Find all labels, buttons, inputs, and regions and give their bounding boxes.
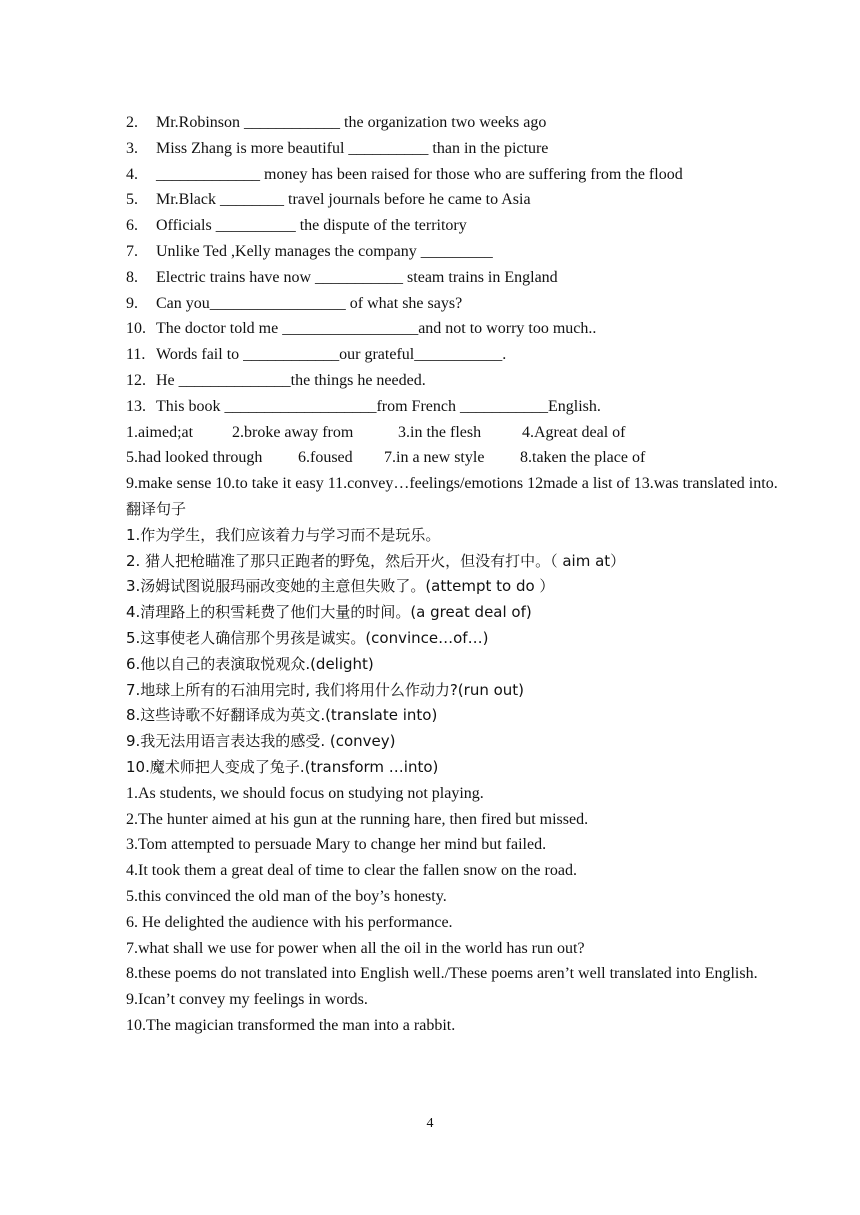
exercise-number: 12. (126, 371, 146, 389)
exercise-number: 5. (126, 191, 138, 209)
exercise-item (126, 162, 778, 188)
answer-row: 9.make sense 10.to take it easy 11.convey…feelings/emotions 12made a list of 13.was translated into. (126, 475, 778, 493)
exercise-text: Can you_________________ of what she says? (156, 294, 463, 312)
exercise-text: _____________ money has been raised for those who are suffering from the flood (156, 165, 683, 183)
chinese-sentence: 9.我无法用语言表达我的感受. (convey) (126, 732, 396, 751)
chinese-sentence: 2. 猎人把枪瞄准了那只正跑者的野兔，然后开火，但没有打中。（ aim at） (126, 551, 626, 570)
exercise-text: Mr.Black ________ travel journals before he came to Asia (156, 191, 531, 209)
page-content (126, 110, 778, 1039)
exercise-number: 7. (126, 242, 138, 260)
exercise-item (126, 239, 778, 265)
answer-item: 7.in a new style (384, 449, 485, 467)
exercise-number: 2. (126, 114, 138, 131)
exercise-number: 9. (126, 294, 138, 312)
exercise-number: 4. (126, 165, 138, 183)
english-sentence: 2.The hunter aimed at his gun at the running hare, then fired but missed. (126, 810, 589, 828)
answer-row (126, 445, 778, 471)
answer-item: 8.taken the place of (520, 449, 646, 467)
exercise-item (126, 368, 778, 394)
answer-item: 4.Agreat deal of (522, 423, 626, 441)
answer-item: 2.broke away from (232, 423, 354, 441)
english-sentence: 9.Ican’t convey my feelings in words. (126, 991, 368, 1009)
answer-item: 6.foused (298, 449, 353, 467)
fill-in-exercises (126, 110, 778, 420)
exercise-text: Officials __________ the dispute of the territory (156, 217, 467, 235)
exercise-item (126, 136, 778, 162)
exercise-item (126, 110, 778, 136)
answer-key (126, 420, 778, 497)
exercise-text: Miss Zhang is more beautiful __________ than in the picture (156, 139, 549, 157)
exercise-text: He ______________the things he needed. (156, 371, 426, 389)
english-sentence: 4.It took them a great deal of time to clear the fallen snow on the road. (126, 862, 577, 880)
exercise-text: This book ___________________from French ___________English. (156, 397, 601, 415)
chinese-sentences (126, 523, 778, 781)
chinese-sentence: 5.这事使老人确信那个男孩是诚实。(convince…of…) (126, 628, 489, 647)
exercise-number: 10. (126, 320, 146, 338)
english-sentence: 6. He delighted the audience with his performance. (126, 913, 453, 931)
answer-item: 5.had looked through (126, 449, 263, 467)
exercise-number: 8. (126, 268, 138, 286)
english-sentence: 5.this convinced the old man of the boy’s honesty. (126, 887, 447, 905)
answer-row (126, 420, 778, 446)
exercise-number: 11. (126, 346, 146, 364)
exercise-item (126, 265, 778, 291)
english-sentence: 3.Tom attempted to persuade Mary to change her mind but failed. (126, 836, 547, 854)
english-sentence: 10.The magician transformed the man into a rabbit. (126, 1016, 456, 1034)
translate-heading: 翻译句子 (126, 499, 187, 518)
chinese-sentence: 10.魔术师把人变成了兔子.(transform …into) (126, 757, 439, 776)
exercise-text: Mr.Robinson ____________ the organization two weeks ago (156, 114, 547, 131)
chinese-sentence: 4.清理路上的积雪耗费了他们大量的时间。(a great deal of) (126, 603, 532, 622)
exercise-text: Unlike Ted ,Kelly manages the company _________ (156, 242, 493, 260)
exercise-number: 13. (126, 397, 146, 415)
english-sentence: 1.As students, we should focus on studying not playing. (126, 784, 484, 802)
chinese-sentence: 6.他以自己的表演取悦观众.(delight) (126, 654, 374, 673)
exercise-text: Words fail to ____________our grateful___________. (156, 346, 507, 364)
exercise-text: The doctor told me _________________and not to worry too much.. (156, 320, 597, 338)
chinese-sentence: 7.地球上所有的石油用完时, 我们将用什么作动力?(run out) (126, 680, 525, 699)
exercise-item (126, 342, 778, 368)
exercise-number: 6. (126, 217, 138, 235)
exercise-item (126, 213, 778, 239)
chinese-sentence: 8.这些诗歌不好翻译成为英文.(translate into) (126, 706, 438, 725)
english-sentence: 8.these poems do not translated into English well./These poems aren’t well translated into English. (126, 965, 758, 983)
answer-item: 1.aimed;at (126, 423, 194, 441)
answer-item: 3.in the flesh (398, 423, 482, 441)
exercise-item (126, 291, 778, 317)
exercise-item (126, 316, 778, 342)
exercise-number: 3. (126, 139, 138, 157)
exercise-item (126, 187, 778, 213)
exercise-item (126, 394, 778, 420)
chinese-sentence: 3.汤姆试图说服玛丽改变她的主意但失败了。(attempt to do ） (126, 577, 555, 596)
exercise-text: Electric trains have now ___________ steam trains in England (156, 268, 558, 286)
english-translations (126, 781, 778, 1039)
chinese-sentence: 1.作为学生，我们应该着力与学习而不是玩乐。 (126, 525, 441, 544)
page-number: 4 (426, 1116, 434, 1131)
english-sentence: 7.what shall we use for power when all the oil in the world has run out? (126, 939, 585, 957)
